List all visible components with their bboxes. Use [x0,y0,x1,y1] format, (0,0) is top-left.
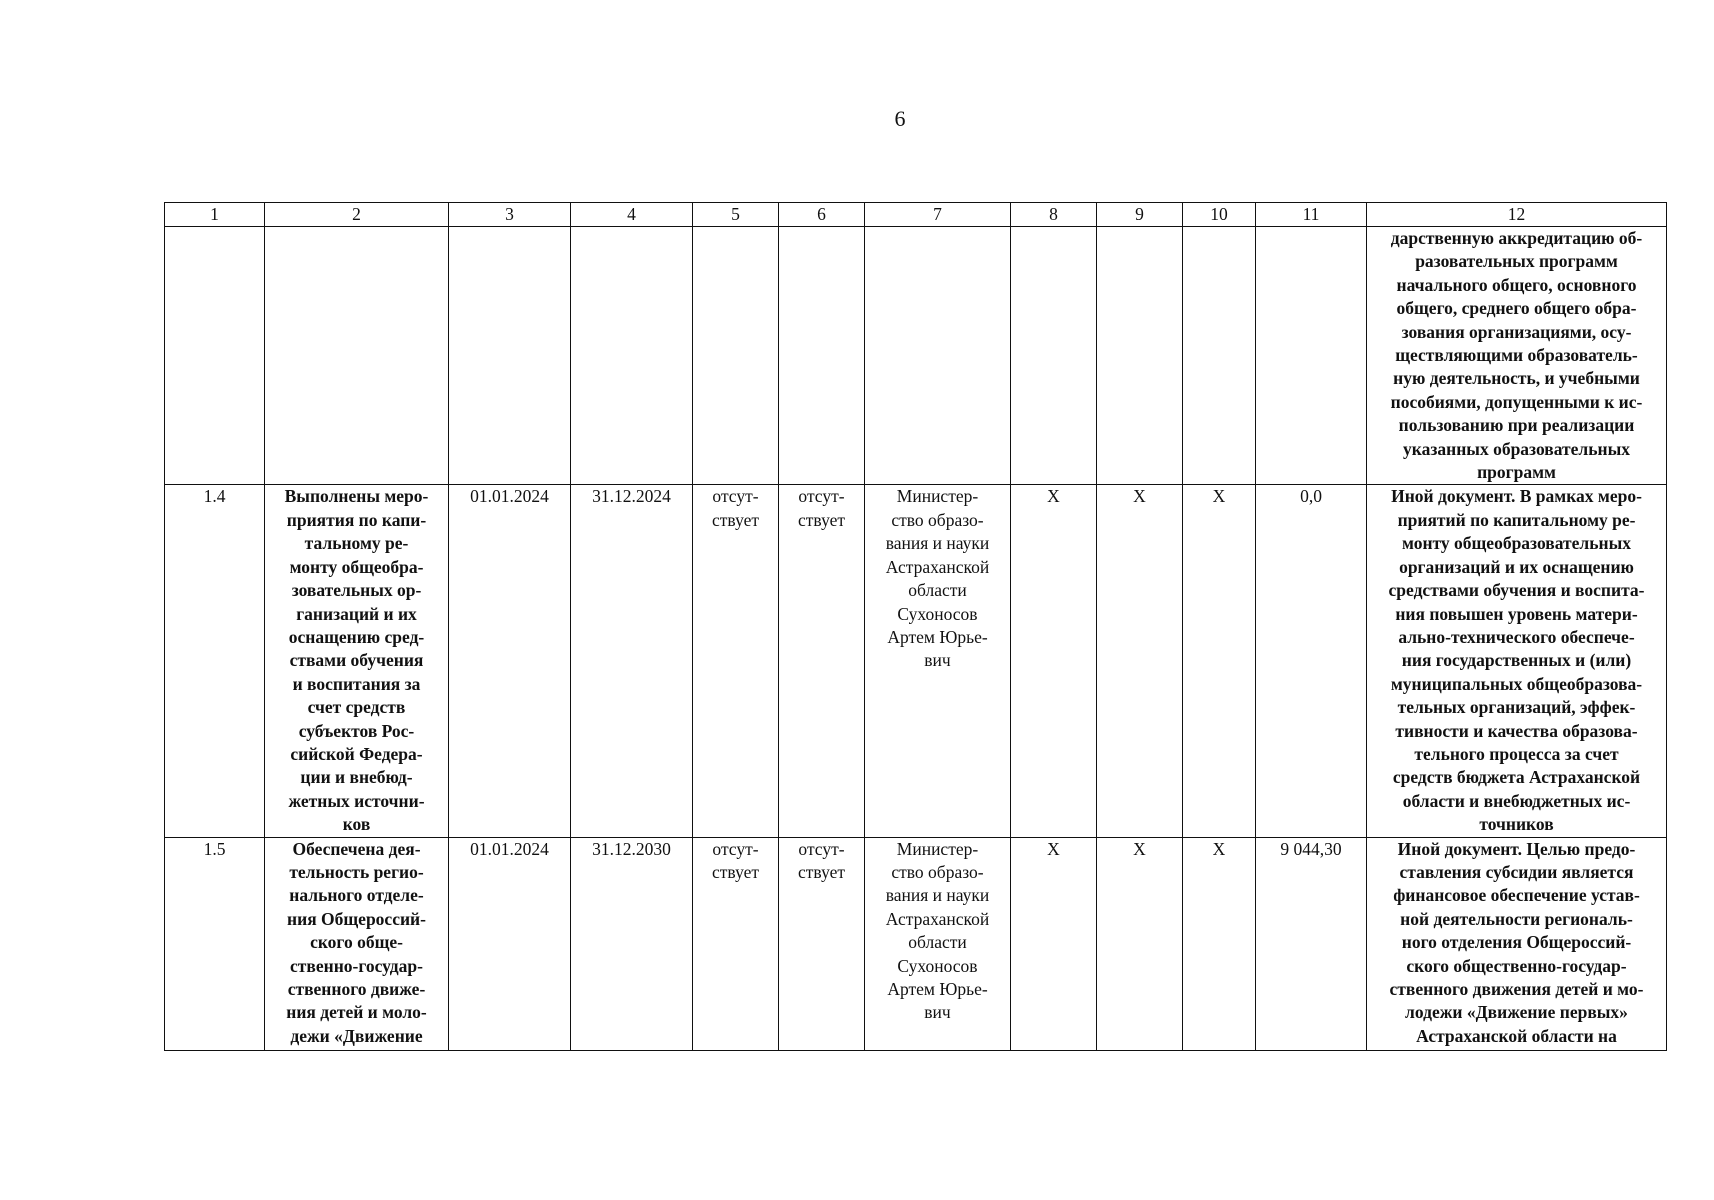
column-header-3: 3 [449,203,571,227]
cell-column-10: X [1183,485,1256,837]
cell-column-10: X [1183,837,1256,1050]
column-header-6: 6 [779,203,865,227]
cell-column-5 [693,227,779,485]
column-header-2: 2 [265,203,449,227]
cell-column-5: отсут- ствует [693,837,779,1050]
cell-responsible [865,227,1011,485]
cell-column-5: отсут- ствует [693,485,779,837]
cell-number: 1.5 [165,837,265,1050]
page-number: 6 [894,106,906,131]
cell-number: 1.4 [165,485,265,837]
cell-column-8 [1011,227,1097,485]
cell-start-date [449,227,571,485]
cell-result-document: Иной документ. Целью предо- ставления субсидии является финансовое обеспечение устав- ной деятельности региональ- ного отделения Общероссий- ского общественно-государ- ственного движения детей и мо- лодежи «Движение первых» Астраханской области на [1367,837,1667,1050]
column-header-8: 8 [1011,203,1097,227]
cell-amount [1256,227,1367,485]
table-row-1-5 [165,837,1667,1050]
cell-number [165,227,265,485]
cell-column-9: X [1097,837,1183,1050]
cell-result-document: дарственную аккредитацию об- разовательных программ начального общего, основного общего, среднего общего обра- зования организациями, осу- ществляющими образователь- ную деятельность, и учебными пособиями, допущенными к ис- пользованию при реализации указанных образовательных программ [1367,227,1667,485]
cell-result-document: Иной документ. В рамках меро- приятий по капитальному ре- монту общеобразовательных организаций и их оснащению средствами обучения и воспита- ния повышен уровень матери- ально-технического обеспече- ния государственных и (или) муниципальных общеобразова- тельных организаций, эффек- тивности и качества образова- тельного процесса за счет средств бюджета Астраханской области и внебюджетных ис- точников [1367,485,1667,837]
cell-column-8: X [1011,485,1097,837]
column-header-11: 11 [1256,203,1367,227]
cell-end-date: 31.12.2024 [571,485,693,837]
cell-start-date: 01.01.2024 [449,837,571,1050]
cell-responsible: Министер- ство образо- вания и науки Астраханской области Сухоносов Артем Юрье- вич [865,485,1011,837]
cell-amount: 0,0 [1256,485,1367,837]
column-number-header-row [165,203,1667,227]
table-row-1-4 [165,485,1667,837]
column-header-7: 7 [865,203,1011,227]
cell-measure-name: Обеспечена дея- тельность регио- нального отделе- ния Общероссий- ского обще- ственно-государ- ственного движе- ния детей и моло- дежи «Движение [265,837,449,1050]
column-header-5: 5 [693,203,779,227]
column-header-10: 10 [1183,203,1256,227]
column-header-12: 12 [1367,203,1667,227]
cell-column-10 [1183,227,1256,485]
cell-start-date: 01.01.2024 [449,485,571,837]
cell-measure-name: Выполнены меро- приятия по капи- тальному ре- монту общеобра- зовательных ор- ганизаций и их оснащению сред- ствами обучения и воспитания за счет средств субъектов Рос- сийской Федера- ции и внебюд- жетных источни- ков [265,485,449,837]
cell-column-6: отсут- ствует [779,837,865,1050]
cell-responsible: Министер- ство образо- вания и науки Астраханской области Сухоносов Артем Юрье- вич [865,837,1011,1050]
table-row-continued [165,227,1667,485]
column-header-4: 4 [571,203,693,227]
cell-column-9: X [1097,485,1183,837]
cell-end-date: 31.12.2030 [571,837,693,1050]
cell-end-date [571,227,693,485]
cell-measure-name [265,227,449,485]
measures-table [164,202,1667,1051]
cell-amount: 9 044,30 [1256,837,1367,1050]
column-header-9: 9 [1097,203,1183,227]
column-header-1: 1 [165,203,265,227]
cell-column-9 [1097,227,1183,485]
cell-column-6 [779,227,865,485]
cell-column-6: отсут- ствует [779,485,865,837]
cell-column-8: X [1011,837,1097,1050]
